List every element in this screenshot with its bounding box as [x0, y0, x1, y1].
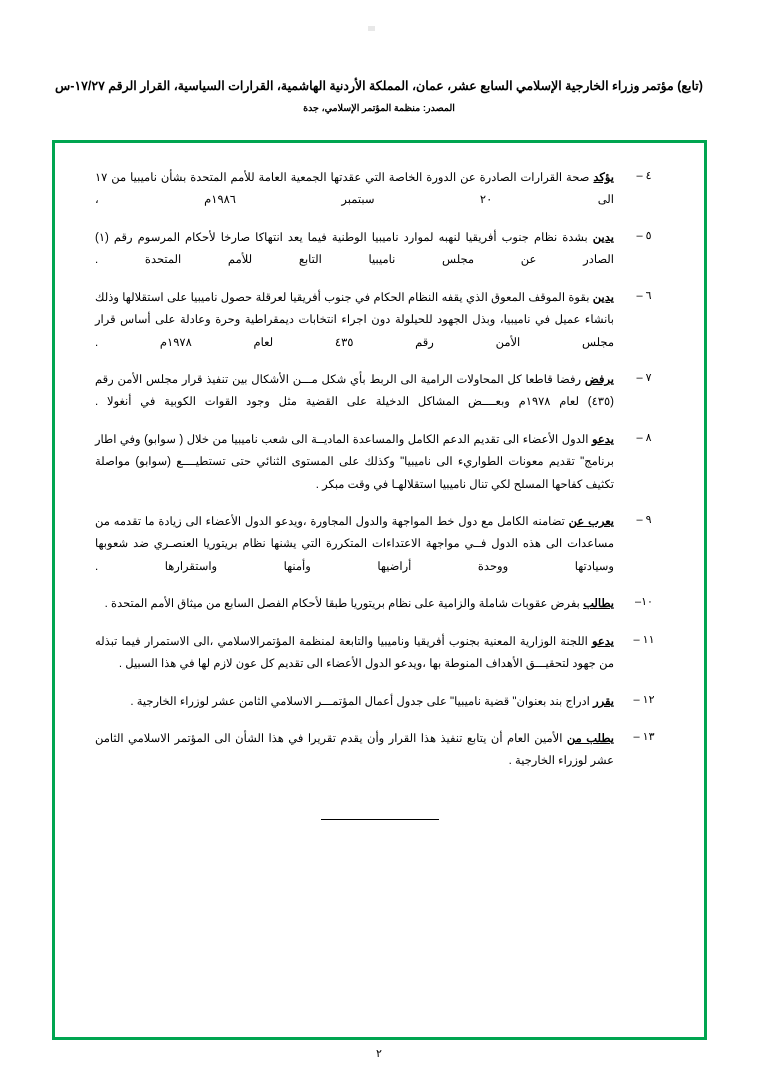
list-item: [89, 631, 670, 676]
clause-text: [89, 511, 618, 578]
divider-line: [321, 819, 439, 820]
clause-body-text: الدول الأعضاء الى تقديم الدعم الكامل والمساعدة الماديــة الى شعب ناميبيا من خلال ( سوابو) وفي اطار برنامج" تقديم معونات الطواريء الى ناميبيا" وكذلك على المستوى الثنائي حتى تستطيــــع (سوابو) مواصلة تكثيف كفاحها المسلح لكي تنال ناميبيا استقلالهـا في وقت مبكر .: [95, 433, 614, 491]
clause-body-text: بفرض عقوبات شاملة والزامية على نظام بريتوريا طبقا لأحكام الفصل السابع من ميثاق الأمم المتحدة .: [104, 598, 584, 611]
list-item: [89, 287, 670, 354]
clause-number: ٤ –: [636, 170, 652, 182]
clause-text: [89, 593, 618, 615]
clause-lead: يدين: [592, 291, 614, 304]
clause-body-text: تضامنه الكامل مع دول خط المواجهة والدول المجاورة ،ويدعو الدول الأعضاء الى زيادة ما تقدمه من مساعدات الى هذه الدول فــي مواجهة الاعتداءات المتكررة التي يشنها نظام بريتوريا العنصـري ضد شعوبها وسيادتها ووحدة أراضيها وأمنها واستقرارها .: [95, 516, 614, 573]
clause-lead: يعرب عن: [568, 516, 614, 529]
list-item: [89, 691, 670, 713]
clause-body-text: رفضا قاطعا كل المحاولات الرامية الى الربط بأي شكل مـــن الأشكال بين تنفيذ قرار مجلس الأمن رقم (٤٣٥) لعام ١٩٧٨م وبعــــض المشاكل الدخيلة على القضية مثل وجود القوات الكوبية في أنغولا .: [95, 373, 614, 409]
clause-body-text: بشدة نظام جنوب أفريقيا لنهبه لموارد ناميبيا الوطنية فيما يعد انتهاكا صارخا لأحكام المرسوم رقم (١) الصادر عن مجلس ناميبيا التابع للأمم المتحدة .: [95, 231, 614, 267]
clause-body-text: اللجنة الوزارية المعنية بجنوب أفريقيا وناميبيا والتابعة لمنظمة المؤتمرالاسلامي ،الى الاستمرار فيما تبذله من جهود لتحقيـــق الأهداف المنوطة بها ،ويدعو الدول الأعضاء الى تقديم كل عون لازم لها في هذا السبيل .: [95, 635, 614, 671]
clause-lead: يؤكد: [593, 172, 614, 184]
clause-number: ٩ –: [636, 514, 652, 527]
clause-lead: يقرر: [593, 695, 614, 708]
clause-number: ١٢ –: [633, 693, 655, 706]
clause-text: [89, 691, 618, 713]
list-item: [89, 728, 670, 773]
clause-number: ٧ –: [636, 371, 652, 384]
list-item: [89, 369, 670, 414]
content-frame: [52, 140, 707, 1040]
header-source: المصدر: منظمة المؤتمر الإسلامي، جدة: [303, 102, 455, 114]
clause-text: [89, 429, 618, 496]
clause-number: ٨ –: [636, 431, 652, 444]
clause-body-text: الأمين العام أن يتابع تنفيذ هذا القرار وأن يقدم تقريرا في هذا الشأن الى المؤتمر الاسلامي الثامن عشر لوزراء الخارجية .: [95, 733, 614, 768]
list-item: [89, 227, 670, 272]
clause-number: ٦ –: [636, 289, 652, 302]
list-item: [89, 429, 670, 496]
clause-text: [89, 631, 618, 676]
clause-text: [89, 227, 618, 272]
section-divider: [89, 807, 670, 825]
clause-lead: يرفض: [584, 373, 614, 386]
document-header: [0, 78, 758, 114]
clause-lead: يدين: [592, 231, 614, 244]
page-top-mark: [368, 26, 375, 31]
clause-list: [55, 143, 704, 1037]
list-item: [89, 511, 670, 578]
clause-number: ٥ –: [636, 229, 652, 242]
clause-number: ١٣ –: [633, 731, 655, 744]
clause-text: [89, 167, 618, 212]
list-item: [89, 593, 670, 615]
clause-body-text: بقوة الموقف المعوق الذي يقفه النظام الحكام في جنوب أفريقيا لعرقلة حصول ناميبيا على استقلالها وذلك بانشاء عميل في ناميبيا، وبذل الجهود للحيلولة دون اجراء انتخابات ديمقراطية وحرة وعادلة على أساس قرار مجلس الأمن رقم ٤٣٥ لعام ١٩٧٨م .: [95, 291, 615, 349]
clause-body-text: ادراج بند بعنوان" قضية ناميبيا" على جدول أعمال المؤتمـــر الاسلامي الثامن عشر لوزراء الخارجية .: [130, 695, 594, 708]
clause-lead: يطالب: [583, 598, 614, 611]
header-title: (تابع) مؤتمر وزراء الخارجية الإسلامي السابع عشر، عمان، المملكة الأردنية الهاشمية، القرارات السياسية، القرار الرقم ١٧/٢٧-س: [55, 79, 703, 93]
page-number: ٢: [376, 1048, 382, 1060]
clause-lead: يدعو: [591, 635, 614, 648]
clause-number: ١١ –: [633, 633, 655, 646]
clause-number: ١٠–: [635, 596, 653, 609]
clause-lead: يطلب من: [566, 733, 614, 746]
clause-text: [89, 369, 618, 414]
list-item: [89, 167, 670, 212]
clause-lead: يدعو: [591, 433, 614, 446]
clause-text: [89, 728, 618, 773]
clause-body-text: صحة القرارات الصادرة عن الدورة الخاصة التي عقدتها الجمعية العامة للأمم المتحدة بشأن ناميبيا من ١٧ الى ٢٠ سبتمبر ١٩٨٦م ،: [95, 172, 615, 207]
clause-text: [89, 287, 618, 354]
